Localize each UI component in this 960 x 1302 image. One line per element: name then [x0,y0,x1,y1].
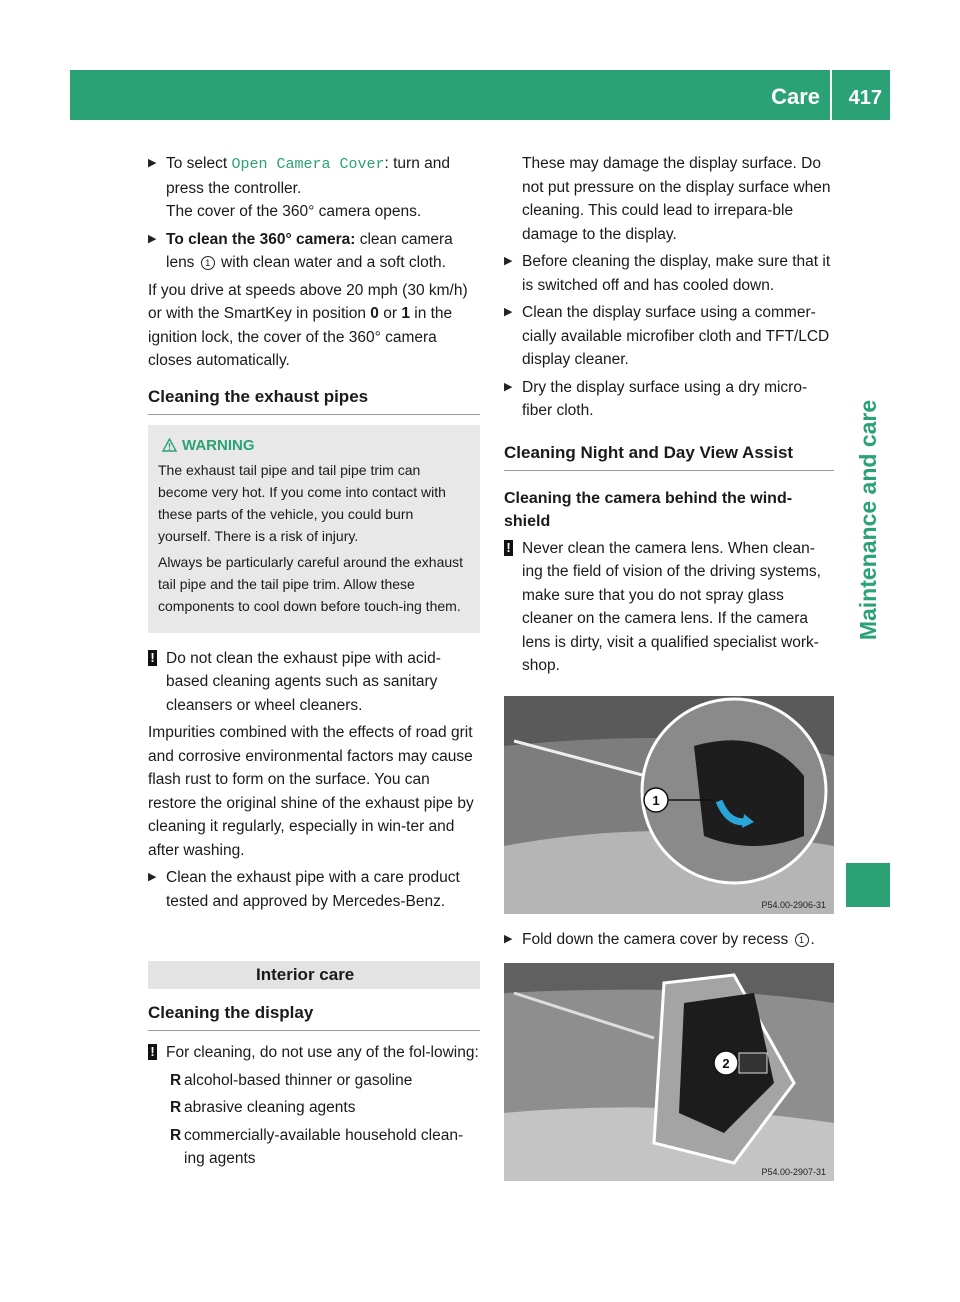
step-before-cleaning [504,250,834,297]
heading-exhaust-pipes: Cleaning the exhaust pipes [148,385,480,415]
warning-title [158,435,470,457]
step-fold-cover [504,928,834,952]
step-arrow-icon: ▶ [148,232,157,245]
figure-marker: 2 [722,1056,730,1071]
page-number: 417 [848,87,882,109]
warning-label: WARNING [182,436,255,454]
step-text: Clean the exhaust pipe with a care product tested and approved by Mercedes-Benz. [166,869,460,910]
warning-text: The exhaust tail pipe and tail pipe trim can become very hot. If you come into contact with these parts of the vehicle, you could burn yourself. There is a risk of injury. [158,461,446,544]
list-item [166,1096,480,1120]
step-arrow-icon: ▶ [148,871,157,883]
warning-text: Always be particularly careful around the exhaust tail pipe and the tail pipe trim. Allow these components to cool down before touch-ing them. [158,553,464,614]
figure-marker: 1 [652,792,660,808]
right-column [504,152,834,1195]
camera-cover-illustration [504,963,834,1181]
menu-item-code: Open Camera Cover [231,156,385,173]
figure-code: P54.00-2906-31 [761,899,826,910]
note-text: Do not clean the exhaust pipe with acid-based cleaning agents such as sanitary cleansers or wheel cleaners. [166,649,441,714]
step-arrow-icon: ▶ [504,255,513,267]
callout-marker: 1 [795,933,809,947]
step-text: with clean water and a soft cloth. [216,254,446,271]
step-arrow-icon: ▶ [504,380,513,393]
damage-paragraph: These may damage the display surface. Do not put pressure on the display surface when cleaning. This could lead to irrepara-ble damage to the display. [522,155,831,243]
bullet-icon: R [170,1126,182,1144]
callout-marker: 1 [201,256,215,270]
list-item-text: alcohol-based thinner or gasoline [184,1071,413,1089]
speed-paragraph [148,279,480,373]
list-item-text: commercially-available household clean-ing agents [184,1126,464,1167]
impurities-paragraph: Impurities combined with the effects of road grit and corrosive environmental factors may cause flash rust to form on the surface. You can restore the original shine of the exhaust pipe by cleaning it regularly, especially in win-ter and after washing. [148,724,474,859]
step-arrow-icon: ▶ [148,157,157,169]
exclamation-icon: ! [148,1044,157,1060]
figure-camera-lens [504,696,834,914]
step-text: Fold down the camera cover by recess [522,930,793,948]
step-result: The cover of the 360° camera opens. [166,203,422,220]
step-text: clean camera lens [166,230,453,271]
step-arrow-icon: ▶ [504,932,513,945]
para-text: or [378,305,402,322]
position-value: 0 [370,305,379,322]
side-tab [846,130,890,840]
side-tab-label: Maintenance and care [855,399,881,641]
note-exhaust [148,647,480,718]
list-item [166,1069,480,1093]
exclamation-icon: ! [504,540,513,556]
step-dry-surface [504,376,834,423]
figure-camera-cover [504,963,834,1181]
step-text: To select [166,155,232,172]
warning-box [148,425,480,633]
exclamation-icon: ! [148,650,157,666]
warning-triangle-icon [162,438,177,452]
list-item-text: abrasive cleaning agents [184,1099,356,1116]
para-text: If you drive at speeds above 20 mph (30 km/h) or with the SmartKey in position [148,281,468,322]
bullet-icon: R [170,1071,182,1089]
step-clean-exhaust [148,866,480,913]
para-text: in the ignition lock, the cover of the 360° camera closes automatically. [148,305,453,369]
chapter-title: Care [771,84,820,109]
step-clean-camera [148,228,480,275]
header-divider [830,70,832,120]
note-text: Never clean the camera lens. When clean-ing the field of vision of the driving systems, make sure that you do not spray glass cleaner on the camera lens. If the camera lens is dirty, visit a qualified specialist work-shop. [522,539,821,674]
list-item [166,1124,480,1171]
position-value: 1 [401,305,410,322]
side-tab-marker [846,863,890,907]
step-text: Dry the display surface using a dry micro-fiber cloth. [522,378,808,419]
left-column [148,152,480,1175]
note-text: For cleaning, do not use any of the fol-lowing: [166,1044,479,1061]
step-arrow-icon: ▶ [504,306,513,318]
heading-night-view: Cleaning Night and Day View Assist [504,441,834,471]
step-text: . [810,930,815,948]
step-text: Clean the display surface using a commer-cially available microfiber cloth and TFT/LCD display cleaner. [522,304,830,368]
step-text: Before cleaning the display, make sure that it is switched off and has cooled down. [522,253,831,294]
section-interior-care: Interior care [148,961,480,989]
camera-illustration [504,696,834,914]
page-header [70,70,890,120]
note-display [148,1041,480,1065]
step-text: : turn and press the controller. [166,155,451,197]
step-clean-surface [504,301,834,372]
note-camera [504,537,834,678]
figure-code: P54.00-2907-31 [761,1167,826,1177]
bullet-list [148,1069,480,1171]
heading-cleaning-display: Cleaning the display [148,1001,480,1031]
step-select-cover [148,152,480,224]
step-bold-label: To clean the 360° camera: [166,230,356,248]
bullet-icon: R [170,1099,182,1116]
subheading-camera: Cleaning the camera behind the wind-shield [504,489,793,530]
